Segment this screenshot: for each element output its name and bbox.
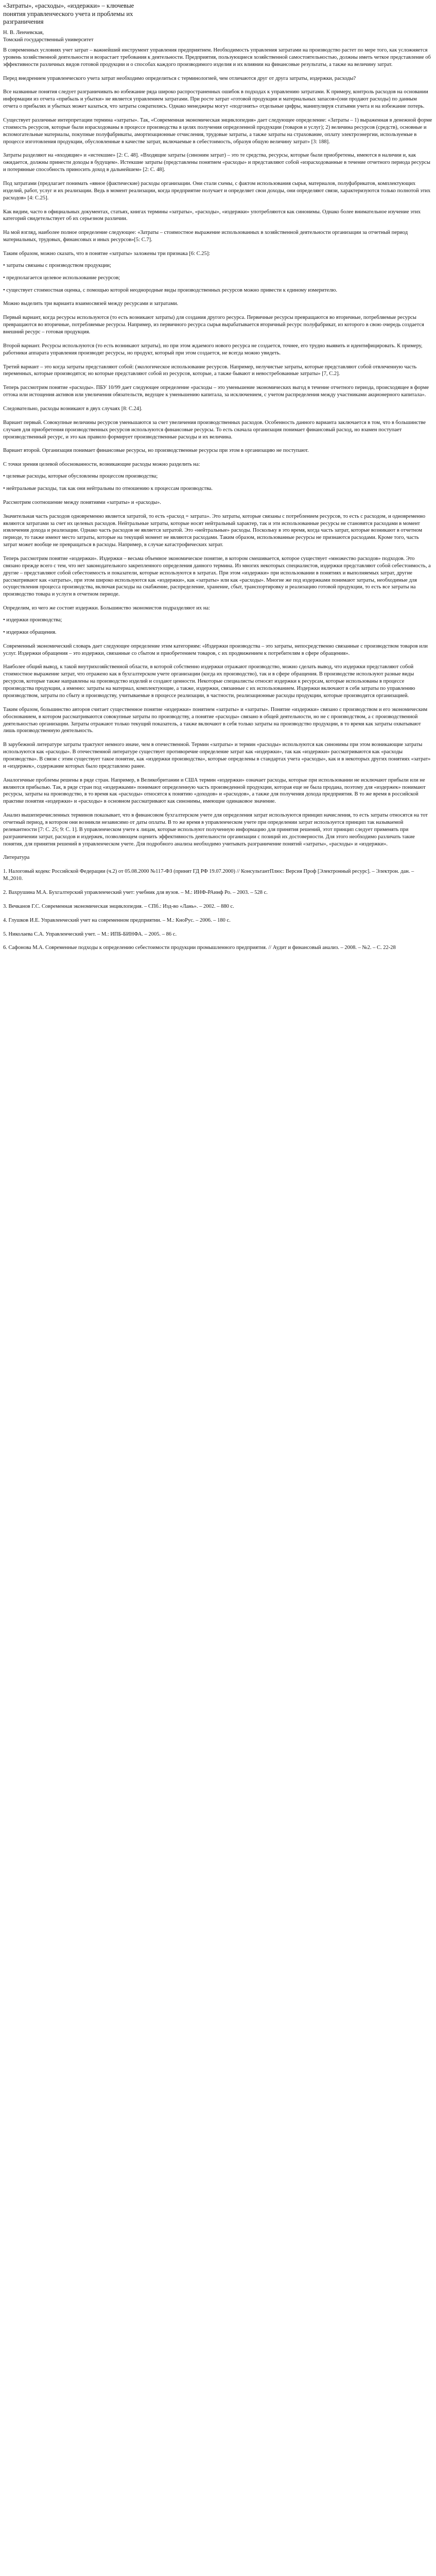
article-body bbox=[3, 47, 433, 848]
paragraph: Под затратами (предлагает понимать «явное (фактические) расходы организации. Они стали схемы, с фактом использования сырья, материалов, полуфабрикатов, комплектующих изделий, работ, услуг и их реализации. Ведь в момент реализации, когда предприятие получает и определяет свои доходы, они определяют связи, характеризуются только полнотой этих расходов» [4: С.25]. bbox=[3, 180, 431, 201]
paragraph: Третий вариант – это когда затраты представляют собой: (экологическое использование ресурсов. Например, нелучистые затраты, которые представляют собой отвлеченную часть переменных, которые производятся; но которые представляют собой из ресурсов, которые, а также бывают и невостребованные затраты» [7, С.2]. bbox=[3, 364, 417, 377]
paragraph: Следовательно, расходы возникают в двух случаях [8: С.24]. bbox=[3, 406, 143, 412]
paragraph: Перед внедрением управленческого учета затрат необходимо определиться с терминологией, чем отличаются друг от друга затраты, издержки, расходы? bbox=[3, 75, 356, 81]
paragraph: Значительная часть расходов одновременно является затратой, то есть «расход = затрата». Это затраты, которые связаны с потреблением ресурсов, то есть с расходом, и одновременно являются затратами за счет их целевых расходов. Нейтральные затраты, которые носят нейтральный характер, так и эти использованные ресурсы не становятся расходами в момент извлечения дохода и реализации. Однако часть расходов не является затратой. Это «нейтральные» расходы. Поскольку в это время, когда часть затрат, которые возникают в отчетном периоде, то также имеют место затраты, которые на текущий момент не являются расходами. Таким образом, использованные ресурсы не признаются расходами. Кроме того, часть затрат может вообще не превращаться в расходы. Например, в случае катастрофических затрат. bbox=[3, 513, 426, 548]
paragraph: Теперь рассмотрим понятие «расходы». ПБУ 10/99 дает следующее определение «расходы – это уменьшение экономических выгод в течение отчетного периода, происходящее в форме оттока или истощения активов или увеличения обязательств, ведущее к уменьшению капитала, за исключением, с учетом распределения между участниками акционерного капитала». bbox=[3, 385, 429, 398]
references bbox=[3, 854, 433, 952]
article-title: «Затраты», «расходы», «издержки» – ключевые понятия управленческого учета и проблемы их разграничения bbox=[3, 2, 134, 26]
reference-item: 5. Николаева С.А. Управленческий учет. – М.: ИПБ-БИНФА. – 2005. – 86 с. bbox=[3, 931, 177, 937]
paragraph: Аналогичные проблемы решены в ряде стран. Например, в Великобритании и США термин «издержки» означает расходы, которые при использовании не исключают прибыли или не являются прибылью. Так, в ряде стран под «издержками» понимают определенную часть произведенной продукции, которая еще не была продана, поэтому для «издержек» понимают ресурсы, затраты на производство, в то время как «расходы» относятся к понятию «доходов» и «расходов», а также для получения дохода предприятия. В то же время в российской практике понятия «издержки» и «расходы» в основном рассматривают как синонимы, имеющие одинаковое значение. bbox=[3, 777, 426, 805]
paragraph: Второй вариант. Ресурсы используются (то есть возникают затраты), но при этом ждаемого нового ресурса не создается, точнее, его трудно выявить и идентифицировать. К примеру, работники аппарата управления производят ресурсы, но продукт, который при этом создается, не всегда можно увидеть. bbox=[3, 343, 423, 356]
list-item: • существует стоимостная оценка, с помощью которой неоднородные виды производственных ресурсов можно привести к единому измерителю. bbox=[3, 287, 337, 293]
paragraph: Таким образом, большинство авторов считает существенное понятие «издержки» понятием «затраты» и «затраты». Понятие «издержки» связано с производством и его экономическим обоснованием, в котором рассматриваются совокупные затраты по производству, а понятие «расходы» связано в общей деятельности, но не с производством, а с производственной деятельностью организации. Затраты отражают только текущий показатель, а также включают в себя только затраты на производство продукции, в то время как затраты охватывают лишь производственную деятельность. bbox=[3, 706, 428, 734]
paragraph: Определим, из чего же состоят издержки. Большинство экономистов подразделяют их на: bbox=[3, 605, 210, 612]
paragraph: В современных условиях учет затрат – важнейший инструмент управления предприятием. Необходимость управления затратами на производство растет по мере того, как усложняется уровень хозяйственной деятельности и возрастает требования к деятельности. Предприятия, пользующиеся хозяйственной самостоятельностью, должны иметь четкое представление об эффективности различных видов готовой продукции и о способах каждого производимого изделия и их влиянии на финансовые результаты, а также на величину затрат. bbox=[3, 47, 431, 67]
paragraph: Современный экономический словарь дает следующее определение этим категориям: «Издержки производства – это затраты, непосредственно связанные с производством товаров или услуг. Издержки обращения – это издержки, связанные со сбытом и приобретением товаров, с их продвижением к потребителям в сфере обращения». bbox=[3, 643, 428, 656]
author-name: Н. В. Ленчевская, bbox=[3, 30, 44, 36]
list-item: • нейтральные расходы, так как они нейтральны по отношению к процессам производства. bbox=[3, 486, 213, 492]
list-item: • затраты связаны с производством продукции; bbox=[3, 262, 111, 268]
list-item: • целевые расходы, которые обусловлены процессом производства; bbox=[3, 473, 158, 480]
paragraph: Все названные понятия следует разграничивать во избежание ряда широко распространенных ошибок в подходах к управлению затратами. К примеру, контроль расходов на основании информации из отчета «прибыль и убытки» не является управлением затратами. При росте затрат «готовой продукции и материальных запасов»(они продают расходы) по данным отчета о прибылях и убытках может казаться, что затраты сократились. Однако менеджеры могут «подгонять» отдельные цифры, манипулируя статьями учета и на избежание потерь. bbox=[3, 89, 428, 110]
paragraph: Вариант второй. Организация понимает финансовые ресурсы, но производственные ресурсы при этом в организацию не поступают. bbox=[3, 448, 309, 454]
paragraph: На мой взгляд, наиболее полное определение следующее: «Затраты – стоимостное выражение использованных в хозяйственной деятельности организации за отчетный период материальных, трудовых, финансовых и иных ресурсов»[5: С.7]. bbox=[3, 230, 408, 243]
paragraph: Анализ вышеперечисленных терминов показывает, что в финансовом бухгалтерском учете для определения затрат используются принцип начисления, то есть затраты относятся на тот отчетный период, в котором они возникли независимо от даты оплаты. В то же время в управленческом учете при определении затрат используется принцип так называемой релевантности [7: С. 25; 9: С. 1]. В управленческом учете к лицам, которые используют полученную информацию для принятия решений, этот принцип следует применять при разграничении затрат, расходов и издержек, позволяющем оценить эффективность деятельности организации с позиций их достоверности. Для этого необходимо различать такие понятия, для принятия решений в управленческом учете. Для подробного анализа необходимо учитывать разграничение понятий «затраты», «расходы» и «издержки». bbox=[3, 812, 428, 847]
paragraph: Таким образом, можно сказать, что в понятие «затраты» заложены три признака [6: С.25]: bbox=[3, 250, 211, 257]
reference-item: 3. Вечканов Г.С. Современная экономическая энциклопедия. – СПб.: Изд-во «Лань». – 2002. – 880 с. bbox=[3, 903, 234, 909]
paragraph: В зарубежной литературе затраты трактуют немного иначе, чем в отечественной. Термин «затраты» и термин «расходы» используются как синонимы при этом возникающие затраты используются как «расходы». В отечественной литературе существует противоречие определение затрат как «издержки», так как «издержки» рассматриваются как «расходы производства». В связи с этим существует такое понятие, как «издержки производства», которые определены в стандартах учета «расходы», как и в некоторых других понятиях «затрат» и «издержек», содержание которых было представлено ранее. bbox=[3, 742, 431, 769]
reference-item: 1. Налоговый кодекс Российской Федерации (ч.2) от 05.08.2000 №117-ФЗ (принят ГД РФ 19.07.2000) // КонсультантПлюс: Версия Проф [Электронный ресурс]. – Электрон. дан. – М.,2010. bbox=[3, 869, 414, 882]
paragraph: Рассмотрим соотношение между понятиями «затраты» и «расходы». bbox=[3, 499, 161, 505]
reference-item: 4. Глушков И.Е. Управленческий учет на современном предприятии. – М.: КноРус. – 2006. – 180 с. bbox=[3, 917, 231, 923]
references-heading: Литература bbox=[3, 855, 30, 861]
paragraph: Существует различные интерпретации термина «затраты». Так, «Современная экономическая энциклопедия» дает следующее определение: «Затраты – 1) выраженная в денежной форме стоимость ресурсов, которые были израсходованы в процессе производства в целях получения определенной продукции (товаров и услуг); 2) величина ресурсов (средств), основные и вспомогательные материалы, покупные полуфабрикаты, амортизационные отчисления, трудовые затраты, а также затраты на страхование, оплату электроэнергии, используемые в процессе изготовления продукции, обусловленные в качестве затрат, включаемые в себестоимость, образуя общую величину затрат» [3: 188]. bbox=[3, 117, 432, 145]
list-item: • издержки производства; bbox=[3, 617, 62, 623]
paragraph: Наиболее общий вывод, к такой внутрихозяйственной области, в которой собственно издержки отражают производство, можно сделать вывод, что издержки представляют собой стоимостное выражение затрат, что отражено как в бухгалтерском учете организации (когда их производство), так и в сфере обращения. В производстве используют разные виды ресурсов, которые также направлены на производство изделий и создают ценности. Некоторые специалисты относят издержки к ресурсам, которые использованы в процессе производства продукции, а именно: затраты на материал, комплектующие, а также, издержки, связанные с их использованием. Издержки включают в себя затраты по управлению производством, затраты по сбыту и производству, учитываемые в процессе реализации, в частности, реализационные расходы продукции, которые производятся организацией. bbox=[3, 664, 415, 699]
paragraph: Затраты разделяют на «входящие» и «истекшие» [2: С. 48]. «Входящие затраты (синоним затрат) – это те средства, ресурсы, которые были приобретены, имеются в наличии и, как ожидается, должны принести доходы в будущем». Истекшие затраты (представлены понятием «расходы» и представляют собой «израсходованные в течение отчетного периода ресурсы и потерянные способность приносить доход в дальнейшем» [2: С. 48]. bbox=[3, 152, 430, 173]
reference-item: 6. Сафонова М.А. Современные подходы к определению себестоимости продукции промышленного предприятия. // Аудит и финансовый анализ. – 2008. – №2. – С. 22-28 bbox=[3, 945, 396, 951]
list-item: • издержки обращения. bbox=[3, 629, 57, 635]
author-block bbox=[3, 29, 433, 44]
paragraph: Первый вариант, когда ресурсы используются (то есть возникают затраты) для создания другого ресурса. Первичные ресурсы превращаются во вторичные, потребляемые ресурсы превращаются во вторичные, потребляемые ресурсы. Например, из первичного ресурса сырья вырабатывается вторичный ресурс полуфабрикат, из которого в свою очередь создается внешний ресурс – готовая продукция. bbox=[3, 315, 424, 335]
author-affiliation: Томский государственный университет bbox=[3, 37, 94, 43]
paragraph: Можно выделить три варианта взаимосвязей между ресурсами и затратами. bbox=[3, 301, 179, 307]
paragraph: Теперь рассмотрим понятие «издержки». Издержки – весьма объемное экономическое понятие, в котором смешивается, которое существует «множество расходов» подходов. Это связано прежде всего с тем, что нет законодательного закрепленного определения данного термина. Из многих некоторых специалистов, издержки представляют собой себестоимость, а другие – представляют собой себестоимость и показатели, которые используются в затратах. При этом «издержки» при использовании в понятиях и выполняемых затрат, другие рассматривают как «затраты», при этом широко используются как «издержки», как «затраты» или как «расходы». Многие же под издержками понимают затраты, необходимые для осуществления процесса производства, включая расходы на снабжение, распределение, хранение, сбыт, транспортировку и реализацию готовой продукции, то есть все затраты на производство товара и услуги в отчетном периоде. bbox=[3, 556, 431, 598]
paragraph: С точки зрения целевой обоснованности, возникающие расходы можно разделить на: bbox=[3, 462, 200, 468]
paragraph: Вариант первый. Совокупные величины ресурсов уменьшаются за счет увеличения производственных расходов. Особенность данного варианта заключается в том, что в большинстве случаев для приобретения производственных ресурсов используются финансовые ресурсы. То есть сначала организация понимает финансовый расход, но взамен поступает производственный ресурс, и это как правило формирует производственные расходы и их величина. bbox=[3, 419, 426, 440]
list-item: • предполагается целевое использование ресурсов; bbox=[3, 275, 120, 281]
reference-item: 2. Вахрушина М.А. Бухгалтерский управленческий учет: учебник для вузов. – М.: ИНФ-РАинф Ро. – 2003. – 528 с. bbox=[3, 889, 268, 895]
paragraph: Как видим, часто в официальных документах, статьях, книгах термины «затраты», «расходы», «издержки» употребляются как синонимы. Однако более внимательное изучение этих категорий свидетельствует об их серьезном различии. bbox=[3, 209, 421, 222]
article bbox=[0, 0, 436, 952]
